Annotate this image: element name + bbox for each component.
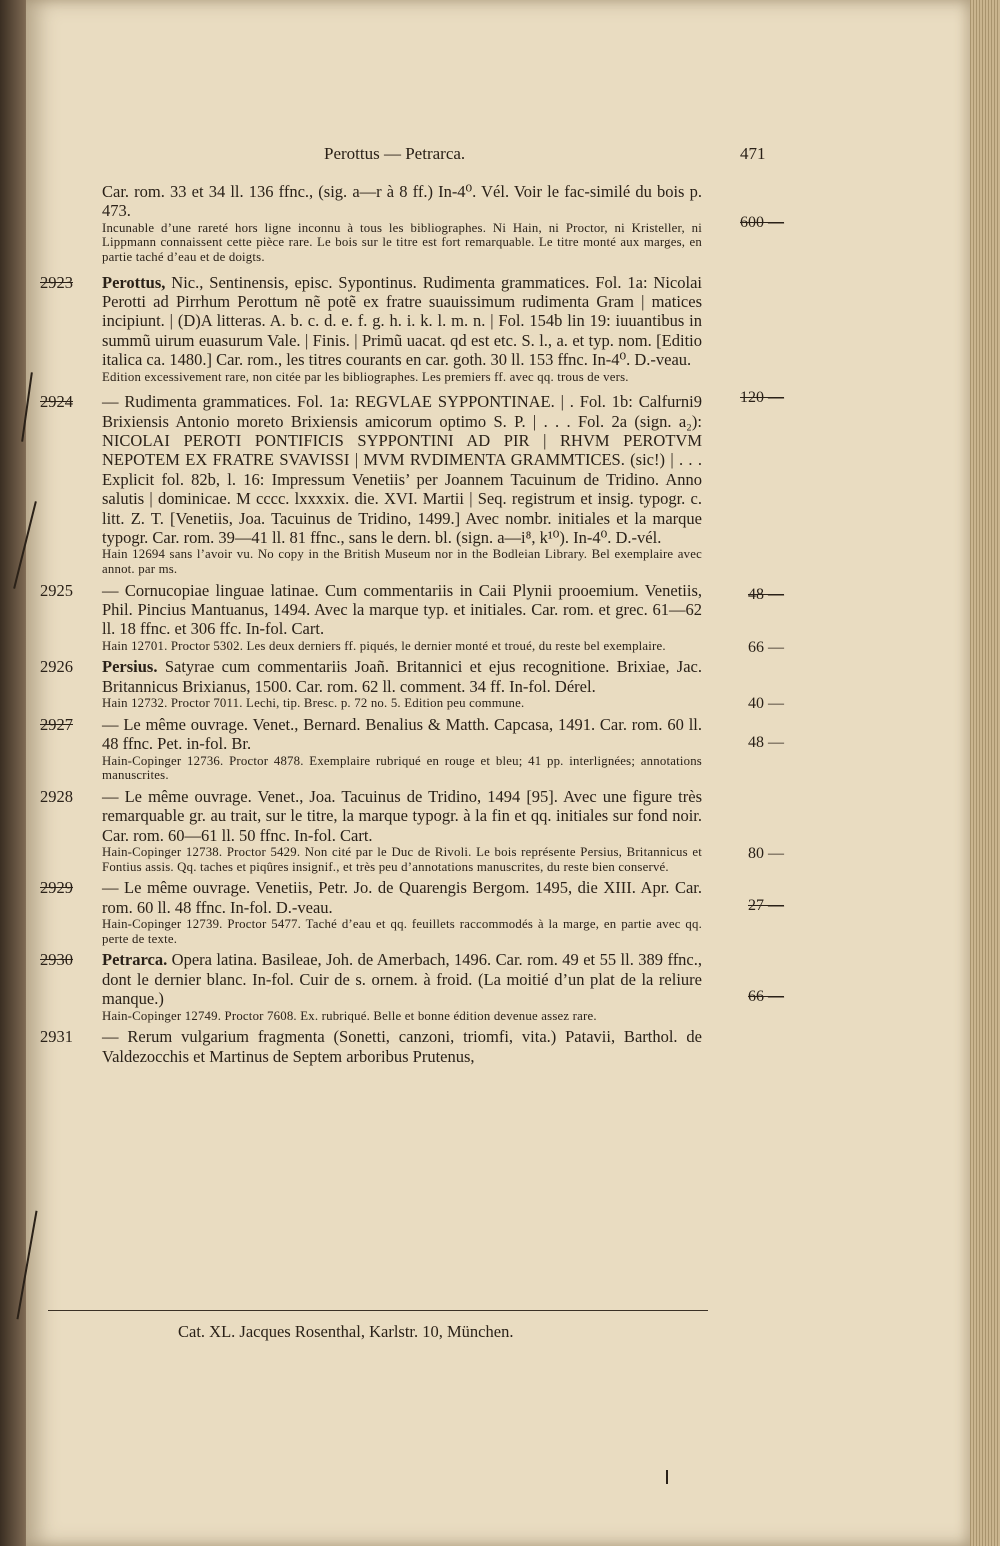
entry-number: 2926 [40, 657, 73, 677]
ink-dash-mark [666, 1470, 668, 1484]
entry-price: 80 — [748, 844, 784, 862]
catalogue-entry [26, 787, 970, 874]
entry-price: 48 — [748, 733, 784, 751]
entry-price: 48 — [748, 586, 784, 604]
entry-number: 2931 [40, 1027, 73, 1047]
entry-author: Perottus, [102, 272, 166, 292]
catalogue-entry [26, 581, 970, 654]
entry-price: 40 — [748, 695, 784, 713]
entry-description [102, 273, 702, 370]
entry-price: 66 — [748, 638, 784, 656]
entry-number: 2927 [40, 714, 73, 734]
entry-number: 2923 [40, 272, 73, 292]
entry-description: — Cornucopiae linguae latinae. Cum commentariis in Caii Plynii prooemium. Venetiis, Phil. Pincius Mantuanus, 1494. Avec la marque typ. et initiales. Car. rom. et grec. 61—62 ll. 18 ffnc. et 306 ffc. In-fol. Cart. [102, 580, 702, 639]
entry-text: Satyrae cum commentariis Joañ. Britannici et ejus recognitione. Brixiae, Jac. Britannicus Brixianus, 1500. Car. rom. 62 ll. comment. 34 ff. In-fol. Dérel. [102, 657, 702, 696]
catalogue-entry [26, 1027, 970, 1066]
entries-list [26, 182, 970, 1070]
entry-description: — Le même ouvrage. Venet., Bernard. Benalius & Matth. Capcasa, 1491. Car. rom. 60 ll. 48 ffnc. Pet. in-fol. Br. [102, 714, 702, 754]
catalogue-page [26, 0, 970, 1546]
entry-number: 2929 [40, 878, 73, 898]
entry-price: 27 — [748, 897, 784, 915]
entry-description: — Le même ouvrage. Venetiis, Petr. Jo. de Quarengis Bergom. 1495, die XIII. Apr. Car. rom. 60 ll. 48 ffnc. In-fol. D.-veau. [102, 878, 702, 917]
entry-author: Persius. [102, 657, 158, 677]
entry-description: — Rerum vulgarium fragmenta (Sonetti, canzoni, triomfi, vita.) Patavii, Barthol. de Valdezocchis et Martinus de Septem arboribus Prutenus, [102, 1027, 702, 1066]
page-stack-edge [968, 0, 1000, 1546]
entry-note: Hain-Copinger 12736. Proctor 4878. Exemplaire rubriqué en rouge et bleu; 41 pp. interlignées; annotations manuscrites. [102, 753, 702, 783]
entry-description: Car. rom. 33 et 34 ll. 136 ffnc., (sig. a—r à 8 ff.) In-4⁰. Vél. Voir le fac-similé du bois p. 473. [102, 182, 702, 221]
entry-note: Edition excessivement rare, non citée par les bibliographes. Les premiers ff. avec qq. trous de vers. [102, 369, 629, 384]
running-title: Perottus — Petrarca. [324, 144, 466, 163]
entry-number: 2928 [40, 786, 73, 806]
entry-text: Opera latina. Basileae, Joh. de Amerbach, 1496. Car. rom. 49 et 55 ll. 389 ffnc., dont le dernier blanc. In-fol. Cuir de s. ornem. à froid. (La moitié d’un plat de la reliure manque.) [102, 950, 703, 1009]
entry-note: Incunable d’une rareté hors ligne inconnu à tous les bibliographes. Ni Hain, ni Proctor, ni Kristeller, ni Lippmann connaissent cette pièce rare. Le bois sur le titre est fort remarquable. Le titre monté aux marges, en partie taché d’eau et de doigts. [102, 220, 702, 264]
entry-note: Hain-Copinger 12749. Proctor 7608. Ex. rubriqué. Belle et bonne édition devenue assez rare. [102, 1008, 597, 1023]
entry-note: Hain-Copinger 12738. Proctor 5429. Non cité par le Duc de Rivoli. Le bois représente Persius, Britannicus et Fontius assis. Qq. taches et piqûres insignif., et très peu d’annotations manuscrites, du reste bien conservé. [102, 845, 702, 874]
entry-price: 66 — [748, 988, 784, 1006]
entry-note: Hain 12732. Proctor 7011. Lechi, tip. Bresc. p. 72 no. 5. Edition peu commune. [102, 696, 525, 711]
page-header [26, 144, 970, 168]
entry-price: 600 — [740, 214, 784, 231]
entry-description [102, 657, 702, 696]
entry-author: Petrarca. [102, 950, 168, 970]
entry-description: — Le même ouvrage. Venet., Joa. Tacuinus de Tridino, 1494 [95]. Avec une figure très remarquable gr. au trait, sur le titre, la marque typogr. à la fin et qq. initiales sur fond noir. Car. rom. 60—61 ll. 50 ffnc. In-fol. Cart. [102, 786, 702, 845]
entry-description: — Rudimenta grammatices. Fol. 1a: REGVLAE SYPPONTINAE. | . Fol. 1b: Calfurni9 Brixiensis Antonio moreto Brixiensis amicorum optimo S. P. | . . . Fol. 2a (sign. a₂): NICOLAI PEROTI PONTIFICIS SYPPONTINI AD PIR | RHVM PEROTVM NEPOTEM EX FRATRE SVAVISSI | MVM RVDIMENTA GRAMMTICES. (sic!) | . . . Explicit fol. 82b, l. 16: Impressum Venetiis’ per Joannem Tacuinum de Tridino. Anno salutis | dominicae. M cccc. lxxxxix. die. XVI. Martii | Seq. registrum et insig. typogr. c. litt. Z. T. [Venetiis, Joa. Tacuinus de Tridino, 1499.] Avec nombr. initiales et la marque typogr. Car. rom. 39—41 ll. 81 ffnc., sans le dern. bl. (sign. a—i⁸, k¹⁰). In-4⁰. D.-vél. [102, 392, 702, 548]
footer-rule [48, 1310, 708, 1311]
entry-note: Hain-Copinger 12739. Proctor 5477. Taché d’eau et qq. feuillets raccommodés à la marge, en partie avec qq. perte de texte. [102, 917, 702, 946]
catalogue-entry [26, 657, 970, 713]
entry-note: Hain 12701. Proctor 5302. Les deux derniers ff. piqués, le dernier monté et troué, du reste bel exemplaire. [102, 638, 666, 653]
catalogue-entry [26, 950, 970, 1023]
entry-number: 2924 [40, 392, 73, 412]
catalogue-entry [26, 715, 970, 783]
footer-imprint: Cat. XL. Jacques Rosenthal, Karlstr. 10, München. [178, 1322, 514, 1341]
page-number: 471 [740, 144, 766, 163]
entry-price: 120 — [740, 388, 784, 406]
catalogue-entry [26, 182, 970, 265]
entry-note: Hain 12694 sans l’avoir vu. No copy in the British Museum nor in the Bodleian Library. Bel exemplaire avec annot. par ms. [102, 547, 702, 577]
entry-description [102, 950, 702, 1008]
entry-number: 2930 [40, 950, 73, 970]
catalogue-entry [26, 878, 970, 946]
entry-number: 2925 [40, 580, 73, 600]
entry-text: Nic., Sentinensis, episc. Sypontinus. Rudimenta grammatices. Fol. 1a: Nicolai Perotti ad Pirrhum Perottum nẽ potẽ ex fratre suauissimum rudimenta Gram | matices incipiunt. | (D)A litteras. A. b. c. d. e. f. g. h. i. k. l. m. n. | Fol. 154b lin 19: iuuantibus in summũ uirum euasurum Vale. | Finis. | Primũ uacat. qd est etc. S. l., a. et typ. nom. [Editio italica ca. 1480.] Car. rom., les titres courants en car. goth. 30 ll. 153 ffnc. In-4⁰. D.-veau. [102, 272, 702, 370]
